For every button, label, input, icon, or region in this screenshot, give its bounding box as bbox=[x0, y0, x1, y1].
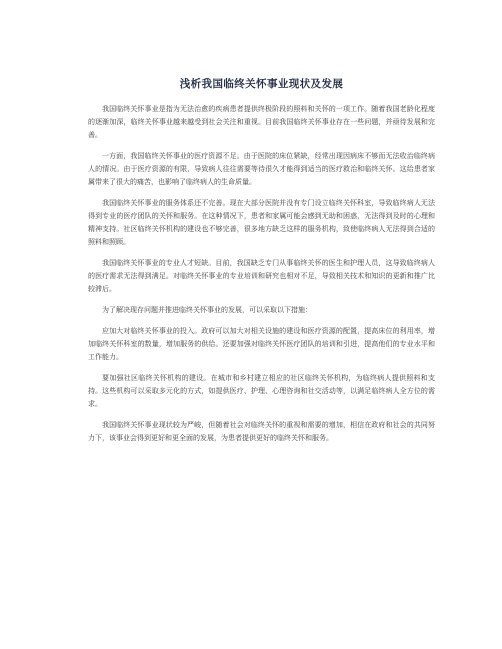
paragraph-medical-resources: 一方面，我国临终关怀事业的医疗资源不足。由于医院的床位紧缺，经常出现因病床不够而无法收治临终病人的情况。由于医疗资源的有限，导致病人往往需要等待很久才能得到适当的医疗救治和临终关怀。这给患者家属带来了很大的痛苦，也影响了临终病人的生命质量。 bbox=[88, 152, 435, 186]
paragraph-service-system: 我国临终关怀事业的服务体系还不完善。现在大部分医院并没有专门设立临终关怀科室，导致临终病人无法得到专业的医疗团队的关怀和服务。在这种情况下，患者和家属可能会感到无助和困惑，无法得到及时的心理和精神支持。社区临终关怀机构的建设也不够完善，很多地方缺乏这样的服务机构，致使临终病人无法得到合适的照料和照顾。 bbox=[88, 199, 435, 246]
paragraph-conclusion: 我国临终关怀事业现状较为严峻，但随着社会对临终关怀的重视和需要的增加，相信在政府和社会的共同努力下，该事业会得到更好和更全面的发展，为患者提供更好的临终关怀和服务。 bbox=[88, 421, 435, 442]
paragraph-community-institutions: 要加强社区临终关怀机构的建设。在城市和乡村建立相应的社区临终关怀机构，为临终病人提供照料和支持。这些机构可以采取多元化的方式，如提供医疗、护理、心理咨询和社交活动等，以满足临终病人全方位的需求。 bbox=[88, 374, 435, 408]
paragraph-measures-intro: 为了解决现存问题并推进临终关怀事业的发展，可以采取以下措施： bbox=[102, 306, 312, 314]
document-page bbox=[88, 76, 435, 453]
paragraph-increase-investment: 应加大对临终关怀事业的投入。政府可以加大对相关设施的建设和医疗资源的配置，提高床位的利用率，增加临终关怀科室的数量，增加服务的供给。还要加强对临终关怀医疗团队的培训和引进，提高他们的专业水平和工作能力。 bbox=[88, 327, 435, 361]
paragraph-talent-shortage: 我国临终关怀事业的专业人才短缺。目前，我国缺乏专门从事临终关怀的医生和护理人员，这导致临终病人的医疗需求无法得到满足。对临终关怀事业的专业培训和研究也相对不足，导致相关技术和知识的更新和推广比较滞后。 bbox=[88, 259, 435, 293]
paragraph-intro: 我国临终关怀事业是指为无法治愈的疾病患者提供终极阶段的照料和关怀的一项工作。随着我国老龄化程度的逐渐加深，临终关怀事业越来越受到社会关注和重视。目前我国临终关怀事业存在一些问题，并亟待发展和完善。 bbox=[88, 105, 435, 139]
document-title: 浅析我国临终关怀事业现状及发展 bbox=[179, 78, 344, 90]
